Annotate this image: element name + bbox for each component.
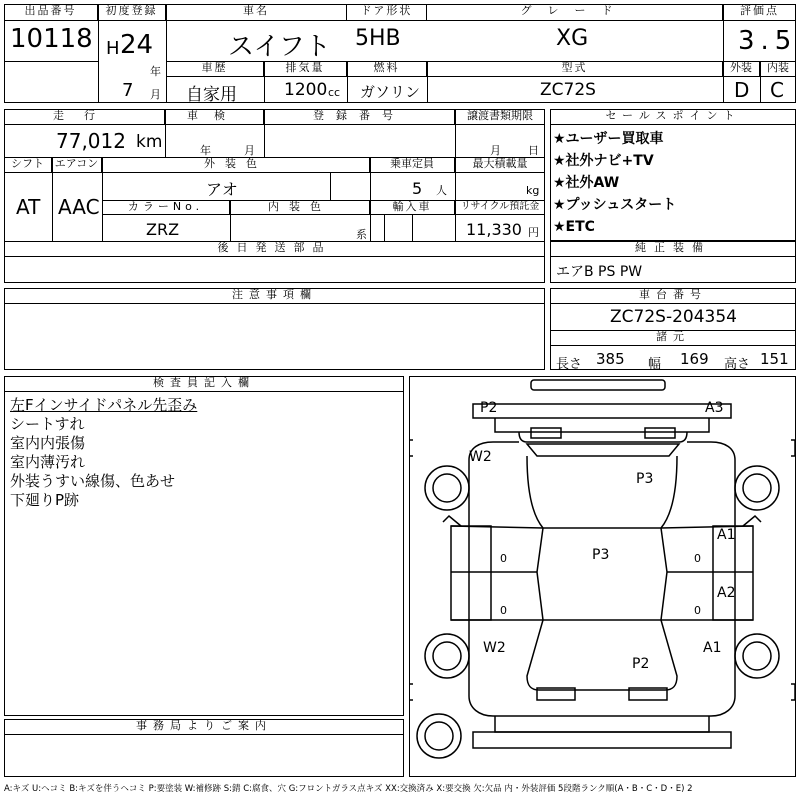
selling-points-list <box>553 128 676 238</box>
height-value: 151 <box>760 350 789 368</box>
inspection-month-unit: 月 <box>244 144 255 157</box>
model: ZC72S <box>540 80 596 100</box>
mark-w2-bottom: W2 <box>483 640 506 656</box>
color-no-label: カラーNo. <box>102 200 230 215</box>
ext-grade: D <box>734 78 750 102</box>
equipment-value: エアB PS PW <box>556 264 643 280</box>
reg-no-label: 登録番号 <box>264 109 455 125</box>
mark-w2-top: W2 <box>469 449 492 465</box>
mark-p3-hood: P3 <box>636 471 654 487</box>
history-label: 車歴 <box>166 61 264 77</box>
selling-point: ★社外ナビ+TV <box>553 153 654 169</box>
shift-label: シフト <box>4 157 52 173</box>
mark-a1-bottom: A1 <box>703 640 722 656</box>
year-unit: 年 <box>150 65 161 78</box>
score-label: 評価点 <box>723 4 796 21</box>
ac-label: エアコン <box>52 157 102 173</box>
mark-p2-bottom: P2 <box>632 656 650 672</box>
mark-a1-top: A1 <box>717 527 736 543</box>
office-label: 事務局よりご案内 <box>4 719 404 735</box>
width-label: 幅 <box>648 357 662 372</box>
inspector-line: 室内内張傷 <box>10 434 86 452</box>
length-value: 385 <box>596 350 625 368</box>
door-type: 5HB <box>355 26 401 51</box>
transfer-day-unit: 日 <box>528 144 539 157</box>
inspector-line: 外装うすい線傷、色あせ <box>10 472 176 490</box>
divider <box>760 61 761 103</box>
history: 自家用 <box>186 85 237 105</box>
int-label: 内装 <box>760 61 796 77</box>
import-label: 輸入車 <box>370 200 455 215</box>
int-color-suffix: 系 <box>356 228 367 241</box>
car-name: スイフト <box>228 32 331 62</box>
selling-point: ★社外AW <box>553 175 620 191</box>
displacement-label: 排気量 <box>264 61 347 77</box>
inspector-line: 下廻りP跡 <box>10 491 80 509</box>
score: 3.5 <box>738 26 798 56</box>
capacity-label: 乗車定員 <box>370 157 455 173</box>
int-grade: C <box>770 78 784 102</box>
inspector-line: シートすれ <box>10 415 85 433</box>
recycle-label: リサイクル預託金 <box>455 200 545 215</box>
displacement: 1200 <box>284 80 328 100</box>
era: H <box>106 38 120 59</box>
later-parts-label: 後日発送部品 <box>4 241 545 257</box>
capacity: 5 <box>412 179 423 198</box>
mileage-unit: km <box>136 132 163 152</box>
car-diagram <box>409 376 796 777</box>
model-label: 型式 <box>427 61 723 77</box>
dims-label: 諸元 <box>550 330 796 346</box>
chassis-number: ZC72S-204354 <box>610 307 737 327</box>
fuel-label: 燃料 <box>347 61 427 77</box>
notes-label: 注意事項欄 <box>4 288 545 304</box>
height-label: 高さ <box>724 357 751 372</box>
ext-label: 外装 <box>723 61 760 77</box>
load-label: 最大積載量 <box>455 157 545 173</box>
lot-no-label: 出品番号 <box>4 4 98 21</box>
selling-points-label: セールスポイント <box>550 109 796 125</box>
transfer-month-unit: 月 <box>490 144 501 157</box>
mark-zero: 0 <box>500 552 507 565</box>
divider <box>412 215 413 241</box>
equipment-label: 純正装備 <box>550 241 796 257</box>
mark-zero: 0 <box>694 604 701 617</box>
reg-year: 24 <box>120 30 154 60</box>
displacement-unit: cc <box>328 86 341 99</box>
inspector-line: 室内薄汚れ <box>10 453 86 471</box>
legend: A:キズ U:ヘコミ B:キズを伴うヘコミ P:要塗装 W:補修跡 S:錆 C:腐食、穴 G:フロントガラス点キズ XX:交換済み X:要交換 欠:欠品 内・外装評価 5段階ランク順(A・B・C・D・E) 2 <box>4 784 693 794</box>
mileage-label: 走行 <box>4 109 165 125</box>
mark-p2-top: P2 <box>480 400 498 416</box>
mark-a3: A3 <box>705 400 724 416</box>
divider <box>384 215 385 241</box>
reg-month: 7 <box>122 80 134 101</box>
divider <box>723 4 724 103</box>
chassis-label: 車台番号 <box>550 288 796 304</box>
mark-a2: A2 <box>717 585 736 601</box>
fuel: ガソリン <box>360 83 421 101</box>
transfer-label: 譲渡書類期限 <box>455 109 545 125</box>
capacity-unit: 人 <box>436 184 447 197</box>
inspector-line: 左Fインサイドパネル先歪み <box>10 396 198 414</box>
inspector-label: 検査員記入欄 <box>4 376 404 392</box>
lot-no: 10118 <box>10 24 93 54</box>
month-unit: 月 <box>150 88 161 101</box>
first-reg-label: 初度登録 <box>98 4 166 21</box>
length-label: 長さ <box>556 357 583 372</box>
grade-label: グレード <box>427 4 723 21</box>
width-value: 169 <box>680 350 709 368</box>
inspection-year-unit: 年 <box>200 144 211 157</box>
inspector-notes <box>10 396 197 510</box>
selling-point: ★ETC <box>553 219 595 235</box>
int-color-label: 内装色 <box>230 200 370 215</box>
ac: AAC <box>58 195 100 219</box>
mark-p3-roof: P3 <box>592 547 610 563</box>
car-name-label: 車名 <box>166 4 347 21</box>
color-no: ZRZ <box>146 220 180 239</box>
mark-zero: 0 <box>500 604 507 617</box>
grade: XG <box>556 26 589 51</box>
load-unit: kg <box>526 184 540 197</box>
shift: AT <box>16 195 41 219</box>
divider <box>330 173 331 200</box>
color-label: 外装色 <box>102 157 370 173</box>
selling-point: ★ユーザー買取車 <box>553 131 664 147</box>
selling-point: ★プッシュスタート <box>553 197 677 213</box>
recycle-unit: 円 <box>528 226 539 239</box>
inspection-label: 車検 <box>165 109 264 125</box>
door-label: ドア形状 <box>347 4 427 21</box>
mark-zero: 0 <box>694 552 701 565</box>
recycle: 11,330 <box>466 220 522 239</box>
color: アオ <box>206 180 238 199</box>
mileage: 77,012 <box>56 129 126 153</box>
divider <box>4 61 98 62</box>
